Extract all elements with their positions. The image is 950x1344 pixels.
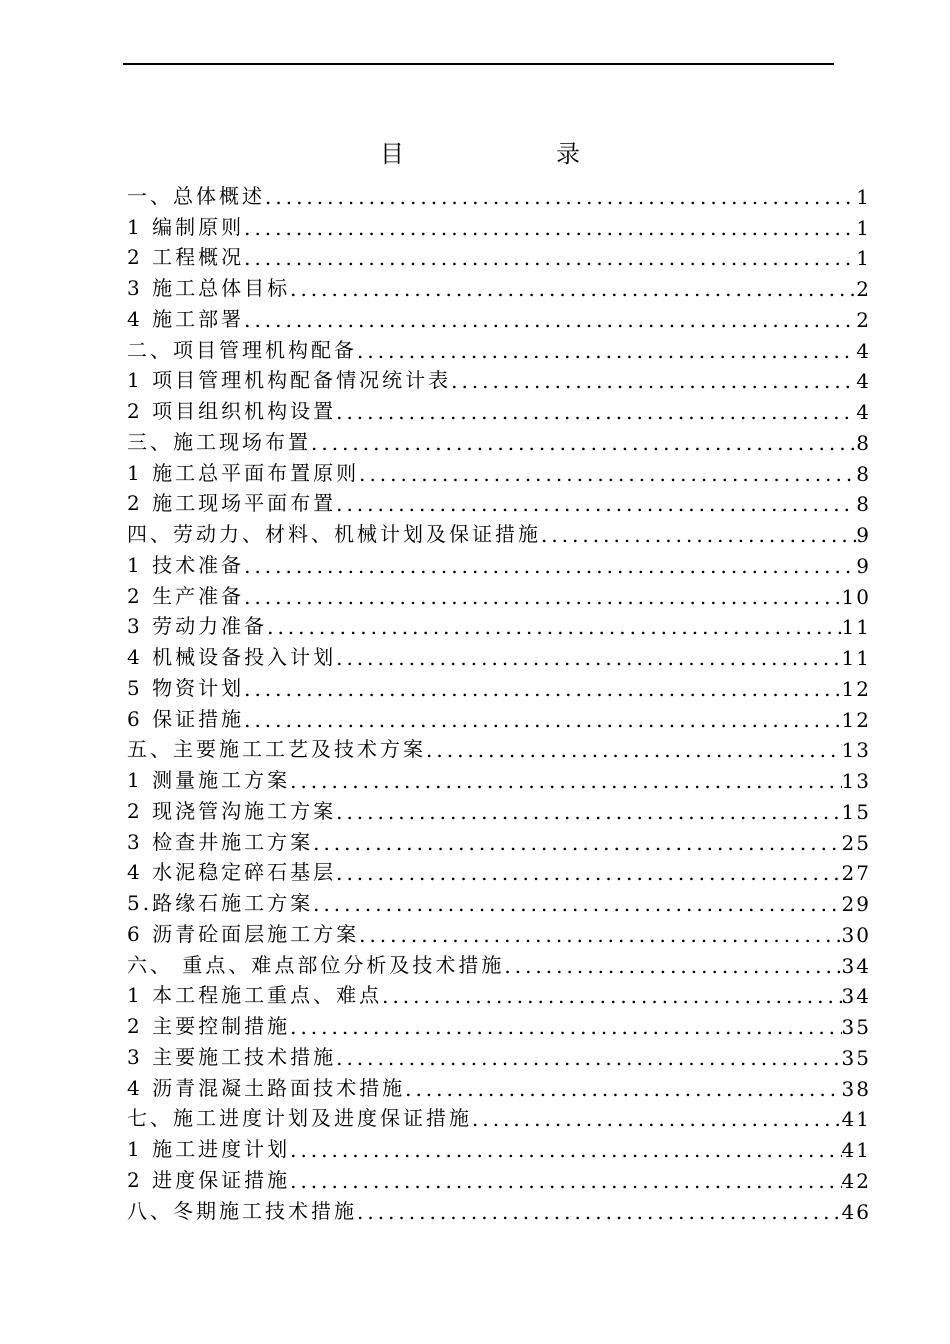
toc-entry-label: 一、总体概述 (127, 183, 265, 208)
toc-dot-leader (426, 738, 842, 762)
toc-entry[interactable] (127, 732, 871, 763)
toc-entry-page-number: 13 (841, 769, 871, 793)
toc-entry-page-number: 12 (841, 707, 871, 732)
toc-dot-leader (336, 400, 856, 424)
toc-dot-leader (357, 339, 856, 363)
toc-dot-leader (336, 800, 841, 824)
toc-entry-page-number: 8 (856, 430, 871, 455)
toc-entry-label: 1 项目管理机构配备情况统计表 (127, 368, 452, 393)
toc-entry[interactable] (127, 1131, 871, 1162)
toc-entry-label: 2 工程概况 (127, 245, 245, 270)
toc-entry-page-number: 4 (856, 400, 871, 424)
toc-entry-page-number: 29 (841, 892, 871, 916)
toc-entry-label: 三、施工现场布置 (127, 429, 311, 454)
toc-entry-label: 二、项目管理机构配备 (127, 337, 357, 362)
toc-entry[interactable] (127, 332, 871, 363)
toc-entry-page-number: 10 (841, 584, 871, 609)
toc-entry-label: 2 施工现场平面布置 (127, 491, 337, 516)
toc-dot-leader (244, 554, 856, 578)
toc-dot-leader (244, 246, 856, 270)
toc-entry-label: 6 保证措施 (127, 706, 245, 731)
toc-entry-label: 3 主要施工技术措施 (127, 1044, 337, 1069)
toc-entry-label: 四、劳动力、材料、机械计划及保证措施 (127, 522, 541, 546)
toc-dot-leader (265, 185, 856, 209)
toc-entry-label: 五、主要施工工艺及技术方案 (127, 737, 426, 762)
toc-entry[interactable] (127, 209, 871, 240)
toc-entry[interactable] (127, 424, 871, 455)
toc-dot-leader (290, 277, 856, 301)
toc-entry-page-number: 11 (841, 646, 871, 670)
toc-dot-leader (290, 1015, 841, 1039)
toc-dot-leader (405, 1077, 841, 1101)
toc-entry[interactable] (127, 855, 871, 886)
toc-entry-page-number: 2 (856, 307, 871, 332)
toc-entry[interactable] (127, 639, 871, 670)
toc-entry-label: 2 现浇管沟施工方案 (127, 798, 337, 823)
toc-entry-label: 1 编制原则 (127, 214, 245, 239)
toc-entry-page-number: 34 (841, 953, 871, 978)
toc-entry[interactable] (127, 363, 871, 394)
toc-entry-page-number: 1 (856, 184, 871, 209)
toc-dot-leader (290, 1169, 841, 1193)
toc-entry[interactable] (127, 978, 871, 1009)
toc-dot-leader (472, 1107, 842, 1131)
toc-entry[interactable] (127, 578, 871, 609)
toc-title-part2: 录 (556, 140, 580, 168)
toc-entry-page-number: 41 (841, 1138, 871, 1162)
toc-entry[interactable] (127, 1039, 871, 1070)
toc-entry[interactable] (127, 516, 871, 547)
toc-entry[interactable] (127, 947, 871, 978)
toc-entry[interactable] (127, 670, 871, 701)
toc-entry-label: 1 本工程施工重点、难点 (127, 983, 383, 1008)
toc-entry-label: 2 项目组织机构设置 (127, 399, 337, 423)
toc-entry[interactable] (127, 824, 871, 855)
toc-dot-leader (382, 984, 841, 1008)
toc-entry-label: 2 生产准备 (127, 583, 245, 608)
toc-dot-leader (541, 523, 856, 547)
toc-dot-leader (244, 585, 841, 609)
toc-entry-page-number: 11 (841, 615, 871, 640)
toc-dot-leader (359, 462, 856, 486)
toc-entry-page-number: 8 (856, 461, 871, 486)
toc-entry-label: 1 施工进度计划 (127, 1137, 291, 1161)
toc-dot-leader (357, 1200, 842, 1224)
toc-entry-label: 七、施工进度计划及进度保证措施 (127, 1106, 472, 1131)
toc-dot-leader (290, 769, 841, 793)
toc-entry-page-number: 46 (841, 1199, 871, 1224)
toc-entry-label: 1 施工总平面布置原则 (127, 460, 360, 485)
toc-entry-page-number: 25 (841, 830, 871, 855)
toc-entry[interactable] (127, 1070, 871, 1101)
toc-dot-leader (336, 646, 841, 670)
toc-entry-label: 4 沥青混凝土路面技术措施 (127, 1075, 406, 1100)
toc-entry-page-number: 35 (841, 1045, 871, 1070)
toc-entry-page-number: 41 (841, 1107, 871, 1132)
toc-entry-label: 4 机械设备投入计划 (127, 645, 337, 669)
toc-entry-label: 4 施工部署 (127, 306, 245, 331)
toc-entry-label: 3 劳动力准备 (127, 614, 268, 639)
toc-title (0, 136, 950, 172)
toc-entry-page-number: 34 (841, 984, 871, 1009)
toc-entry-label: 1 技术准备 (127, 552, 245, 577)
toc-entry-label: 3 施工总体目标 (127, 276, 291, 300)
toc-dot-leader (290, 1138, 841, 1162)
toc-entry[interactable] (127, 270, 871, 301)
toc-entry[interactable] (127, 455, 871, 486)
toc-dot-leader (244, 308, 856, 332)
toc-dot-leader (267, 615, 841, 639)
toc-dot-leader (311, 431, 856, 455)
toc-entry[interactable] (127, 701, 871, 732)
toc-entry-page-number: 15 (841, 799, 871, 824)
toc-entry-page-number: 38 (841, 1076, 871, 1101)
toc-entry[interactable] (127, 240, 871, 271)
toc-entry-page-number: 4 (856, 369, 871, 394)
toc-entry-label: 2 进度保证措施 (127, 1167, 291, 1192)
toc-dot-leader (313, 892, 841, 916)
toc-entry[interactable] (127, 486, 871, 517)
toc-entry[interactable] (127, 609, 871, 640)
toc-entry[interactable] (127, 762, 871, 793)
toc-dot-leader (244, 216, 856, 240)
toc-dot-leader (451, 369, 856, 393)
toc-dot-leader (504, 954, 841, 978)
toc-dot-leader (244, 708, 841, 732)
toc-dot-leader (336, 861, 841, 885)
toc-entry-label: 5.路缘石施工方案 (127, 891, 314, 915)
toc-entry[interactable] (127, 1008, 871, 1039)
toc-entry-label: 6 沥青砼面层施工方案 (127, 921, 360, 946)
toc-entry-label: 六、 重点、难点部位分析及技术措施 (127, 952, 505, 977)
toc-entry[interactable] (127, 1193, 871, 1224)
toc-dot-leader (359, 923, 841, 947)
toc-entry[interactable] (127, 301, 871, 332)
toc-entry-page-number: 12 (841, 676, 871, 701)
toc-entry-page-number: 2 (856, 277, 871, 301)
toc-entry-label: 2 主要控制措施 (127, 1014, 291, 1038)
toc-entry[interactable] (127, 793, 871, 824)
toc-entry-page-number: 30 (841, 922, 871, 947)
toc-entry-page-number: 4 (856, 338, 871, 363)
toc-entry-label: 3 检查井施工方案 (127, 829, 314, 854)
toc-entry-label: 4 水泥稳定碎石基层 (127, 860, 337, 885)
toc-entry-label: 八、冬期施工技术措施 (127, 1198, 357, 1223)
toc-entry[interactable] (127, 393, 871, 424)
table-of-contents (127, 178, 871, 1224)
toc-entry[interactable] (127, 1101, 871, 1132)
toc-entry-label: 5 物资计划 (127, 675, 245, 700)
toc-dot-leader (336, 492, 856, 516)
header-rule (123, 63, 834, 65)
toc-entry[interactable] (127, 885, 871, 916)
toc-entry-label: 1 测量施工方案 (127, 768, 291, 792)
toc-entry-page-number: 42 (841, 1168, 871, 1193)
toc-entry-page-number: 27 (841, 861, 871, 886)
toc-entry[interactable] (127, 547, 871, 578)
toc-entry-page-number: 9 (856, 523, 871, 547)
toc-entry-page-number: 1 (856, 215, 871, 240)
toc-entry-page-number: 13 (841, 738, 871, 763)
toc-entry-page-number: 9 (856, 553, 871, 578)
toc-dot-leader (244, 677, 841, 701)
toc-title-part1: 目 (380, 140, 404, 168)
toc-entry[interactable] (127, 178, 871, 209)
toc-entry[interactable] (127, 916, 871, 947)
toc-dot-leader (336, 1046, 841, 1070)
toc-entry-page-number: 35 (841, 1015, 871, 1039)
toc-dot-leader (313, 831, 841, 855)
toc-entry-page-number: 1 (856, 246, 871, 271)
toc-entry-page-number: 8 (856, 492, 871, 517)
toc-entry[interactable] (127, 1162, 871, 1193)
